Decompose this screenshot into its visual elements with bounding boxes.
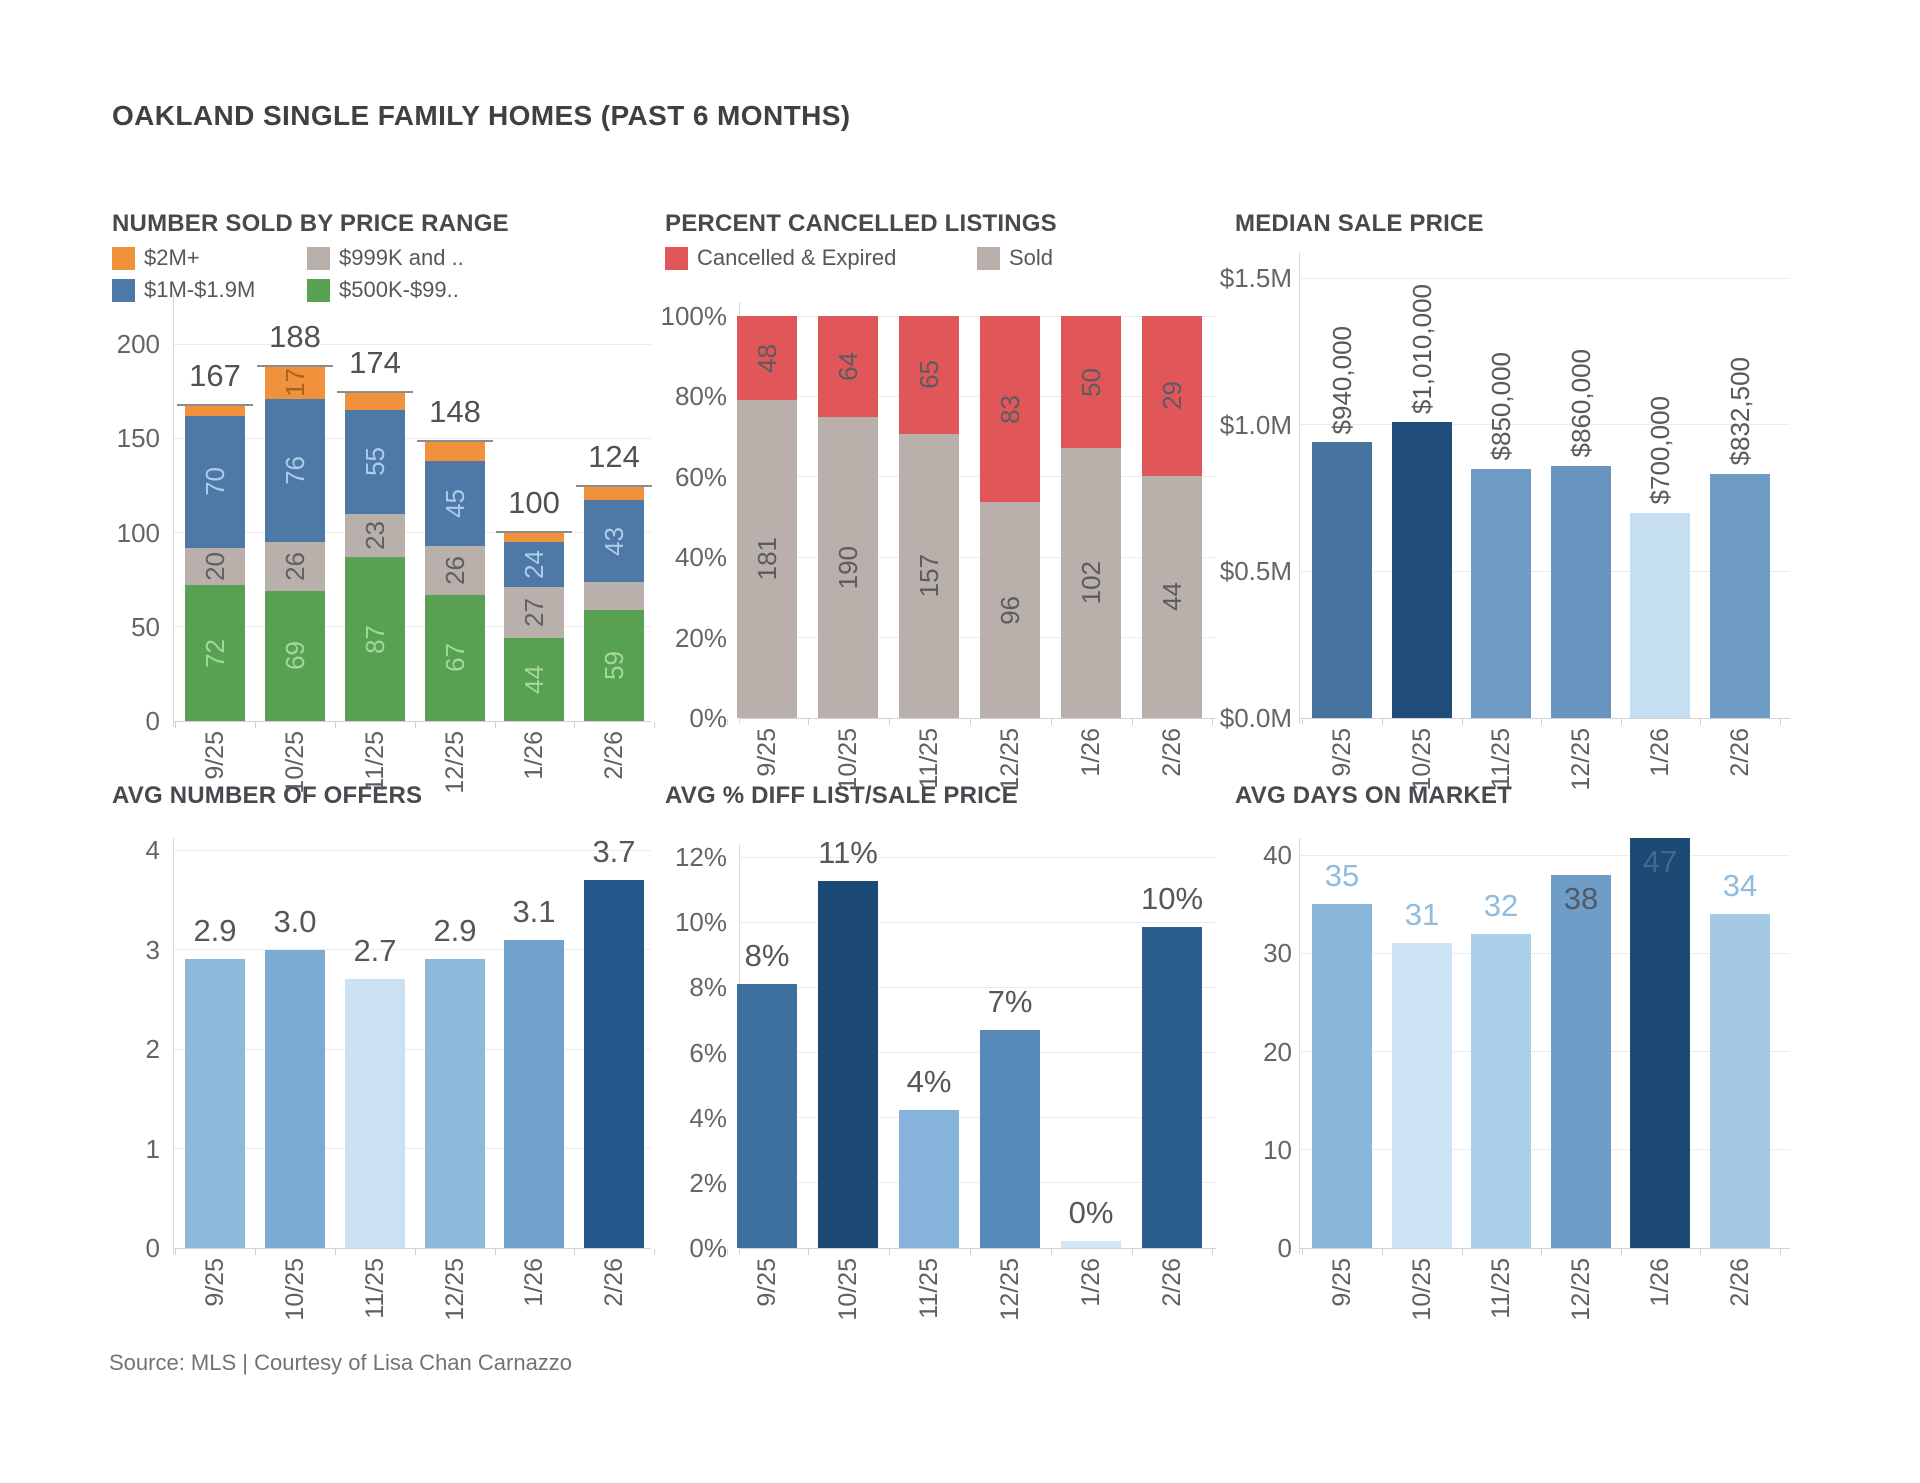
bar-segment-value: 26	[280, 551, 310, 581]
chart-title-avg-offers: AVG NUMBER OF OFFERS	[112, 782, 423, 809]
x-axis-label-text: 12/25	[1566, 728, 1595, 791]
x-axis-label	[1405, 1258, 1439, 1378]
y-axis-tick-label: 2	[145, 1034, 160, 1064]
y-axis-tick-label: 0	[145, 1233, 160, 1263]
y-axis-tick-label: 0%	[689, 703, 727, 733]
bar-value-label-text: $860,000	[1566, 349, 1596, 458]
x-axis-tick	[1700, 1249, 1701, 1255]
x-axis-label-text: 9/25	[752, 728, 781, 777]
bar-value-label: 34	[1722, 867, 1758, 903]
y-axis-tick-label: 1	[145, 1133, 160, 1164]
x-axis-label-text: 1/26	[1076, 1258, 1105, 1307]
total-label: 148	[429, 394, 481, 430]
chart-title-avg-days-on-market: AVG DAYS ON MARKET	[1235, 782, 1512, 809]
y-axis-tick-label: 60%	[674, 461, 727, 492]
bar-value-label: 2.7	[353, 933, 397, 969]
y-axis-tick-label: 20%	[674, 622, 727, 653]
x-axis-label-text: 1/26	[519, 731, 548, 780]
bar-segment-value: 72	[200, 638, 230, 668]
bar-value-label-text: $700,000	[1645, 396, 1675, 505]
chart-title-number-sold: NUMBER SOLD BY PRICE RANGE	[112, 210, 509, 237]
bar-value-label: 3.7	[592, 833, 636, 869]
bar-segment-value: 102	[1076, 561, 1106, 605]
x-axis-tick	[1621, 1249, 1622, 1255]
x-axis-label-text: 11/25	[914, 728, 943, 789]
y-axis-tick-label: $0.0M	[1219, 703, 1292, 733]
bar-value-label: 32	[1483, 887, 1519, 923]
bar-segment-value: 44	[519, 665, 549, 694]
bar-value-label: 3.0	[273, 903, 317, 939]
x-axis-label-text: 11/25	[360, 1258, 389, 1319]
x-axis-label-text: 1/26	[1645, 728, 1674, 777]
y-axis-tick-label: 40%	[674, 542, 727, 573]
bar-segment-value: 70	[200, 467, 230, 497]
bar-value-label: 0%	[1068, 1195, 1114, 1231]
page-title: OAKLAND SINGLE FAMILY HOMES (PAST 6 MONTHS)	[112, 100, 851, 131]
chart-title-avg-pct-diff: AVG % DIFF LIST/SALE PRICE	[665, 782, 1018, 809]
x-axis-label-text: 2/26	[1157, 728, 1186, 777]
y-axis-tick-label: 20	[1263, 1036, 1292, 1067]
bar-segment-value: 29	[1157, 381, 1187, 411]
x-axis-label-text: 2/26	[1725, 1258, 1754, 1307]
bar-segment-value: 59	[599, 650, 629, 680]
x-axis-label-text: 11/25	[360, 731, 389, 792]
x-axis-tick	[1541, 1249, 1542, 1255]
y-axis-tick-label: 40	[1263, 840, 1292, 870]
bar-value-label: 11%	[818, 835, 878, 871]
source-note: Source: MLS | Courtesy of Lisa Chan Carnazzo	[109, 1350, 573, 1375]
x-axis-tick	[1302, 1249, 1303, 1255]
y-axis-tick-label: 100%	[660, 301, 727, 331]
bar-segment-value: 48	[752, 343, 782, 373]
bar-segment-value: 43	[599, 526, 629, 556]
bar-value-label: 38	[1563, 880, 1599, 916]
y-axis-tick-label: 0	[145, 706, 160, 736]
bar-segment-value: 67	[440, 643, 470, 673]
bar-segment-value: 27	[519, 598, 549, 628]
x-axis-tick	[1780, 1249, 1781, 1255]
legend-label: $999K and ..	[339, 245, 464, 270]
bar-segment-value: 50	[1076, 367, 1106, 397]
x-axis-label-text: 2/26	[599, 731, 628, 780]
bar-segment-value: 190	[833, 545, 863, 590]
bar-value-label-text: $832,500	[1725, 357, 1755, 466]
bar-segment-value: 44	[1157, 582, 1187, 612]
y-axis-tick-label: 10%	[674, 907, 727, 938]
x-axis-label-text: 11/25	[1486, 728, 1515, 789]
x-axis-label-text: 2/26	[599, 1258, 628, 1307]
bar-segment-value: 26	[440, 555, 470, 585]
x-axis-label	[1325, 1258, 1359, 1378]
bar-segment-value: 157	[914, 554, 944, 598]
y-axis-tick-label: 8%	[689, 972, 727, 1003]
legend-label: Cancelled & Expired	[697, 245, 897, 270]
x-axis-label-text: 10/25	[280, 731, 309, 794]
x-axis-label-text: 1/26	[1645, 1258, 1674, 1307]
x-axis-tick	[1462, 1249, 1463, 1255]
x-axis-label	[1723, 1258, 1757, 1378]
total-label: 100	[508, 484, 560, 520]
y-axis-tick-label: 3	[145, 934, 160, 965]
y-axis-tick-label: $1.5M	[1219, 263, 1292, 293]
y-axis-tick-label: 80%	[674, 381, 727, 412]
x-axis-label-text: 2/26	[1725, 728, 1754, 777]
legend-label: Sold	[1009, 245, 1054, 270]
chart-title-median-sale-price: MEDIAN SALE PRICE	[1235, 210, 1484, 237]
y-axis-tick-label: 0	[1277, 1233, 1292, 1263]
x-axis-label-text: 9/25	[200, 731, 229, 780]
bar-segment-value: 83	[995, 394, 1025, 424]
x-axis-label-text: 12/25	[995, 728, 1024, 791]
x-axis-label-text: 12/25	[440, 731, 469, 794]
x-axis-label-text: 11/25	[1486, 1258, 1515, 1319]
bar-segment-value: 76	[280, 455, 310, 485]
bar-segment-value: 45	[440, 488, 470, 518]
y-axis-tick-label: 6%	[689, 1037, 727, 1068]
x-axis-label-text: 10/25	[833, 1258, 862, 1321]
bar-segment-value: 96	[995, 595, 1025, 625]
y-axis-tick-label: 100	[116, 517, 160, 548]
total-label: 167	[189, 358, 241, 394]
x-axis-label-text: 1/26	[519, 1258, 548, 1307]
bar-segment-value: 181	[752, 537, 782, 581]
y-axis-tick-label: $1.0M	[1219, 409, 1292, 440]
bar	[1710, 914, 1770, 1248]
x-axis-label-text: 12/25	[995, 1258, 1024, 1321]
bar-value-label: 10%	[1140, 881, 1204, 917]
y-axis-tick-label: 4%	[689, 1102, 727, 1133]
y-axis-tick-label: 30	[1263, 938, 1292, 969]
x-axis-label-text: 12/25	[1566, 1258, 1595, 1321]
bar-value-label: 4%	[906, 1063, 952, 1099]
x-axis-label-text: 1/26	[1076, 728, 1105, 777]
bar-value-label: 7%	[987, 983, 1033, 1019]
bar	[1312, 904, 1372, 1248]
bar-value-label: 3.1	[512, 893, 556, 929]
bar-value-label-text: $940,000	[1327, 325, 1357, 435]
bar-value-label: 47	[1642, 844, 1678, 879]
chart-title-percent-cancelled: PERCENT CANCELLED LISTINGS	[665, 210, 1057, 237]
bar-segment-value: 20	[200, 551, 230, 581]
bar	[1392, 943, 1452, 1248]
x-axis-label-text: 9/25	[752, 1258, 781, 1307]
bar-segment-value: 23	[360, 520, 390, 550]
total-label: 188	[269, 318, 321, 354]
x-axis-label	[1564, 1258, 1598, 1378]
y-axis-tick-label: 200	[116, 329, 160, 359]
bar-value-label-text: $850,000	[1486, 352, 1516, 461]
legend-label: $500K-$99..	[339, 277, 459, 302]
bar-segment-value: 69	[280, 641, 310, 671]
legend-label: $1M-$1.9M	[144, 277, 256, 302]
y-axis-tick-label: 2%	[689, 1167, 727, 1198]
x-axis-label-text: 10/25	[280, 1258, 309, 1321]
y-axis-tick-label: 50	[131, 611, 160, 642]
bar-value-label-text: $1,010,000	[1407, 283, 1437, 414]
x-axis-label-text: 12/25	[440, 1258, 469, 1321]
bar-value-label: 31	[1404, 897, 1440, 933]
total-label: 124	[588, 439, 640, 475]
bar-value-label: 2.9	[433, 913, 477, 949]
bar-segment-value: 17	[280, 368, 310, 398]
x-axis-label-text: 10/25	[1407, 1258, 1436, 1321]
x-axis-label-text: 10/25	[833, 728, 862, 791]
total-label: 174	[349, 345, 401, 380]
x-axis-label	[1484, 1258, 1518, 1378]
x-axis-label	[1643, 1258, 1677, 1378]
y-axis-tick-label: $0.5M	[1219, 556, 1292, 587]
y-axis-tick-label: 10	[1263, 1134, 1292, 1165]
x-axis-label-text: 9/25	[1327, 1258, 1356, 1307]
y-axis-line	[1299, 838, 1300, 1254]
legend-label: $2M+	[144, 245, 200, 270]
y-axis-tick-label: 0%	[689, 1233, 727, 1263]
bar-value-label: 2.9	[193, 913, 237, 949]
x-axis-label-text: 11/25	[914, 1258, 943, 1319]
x-axis-label-text: 9/25	[200, 1258, 229, 1307]
bar-segment-value: 64	[833, 352, 863, 382]
bar	[1471, 934, 1531, 1248]
bar-segment-value: 87	[360, 624, 390, 654]
x-axis-tick	[1382, 1249, 1383, 1255]
bar-value-label: 35	[1324, 858, 1360, 894]
bar-segment-value: 24	[519, 550, 549, 579]
x-axis-label-text: 10/25	[1407, 728, 1436, 791]
y-axis-tick-label: 150	[116, 423, 160, 454]
y-axis-tick-label: 4	[145, 835, 160, 865]
bar-value-label: 8%	[744, 938, 790, 974]
bar-segment-value: 65	[914, 360, 944, 390]
x-axis-label-text: 9/25	[1327, 728, 1356, 777]
x-axis-label-text: 2/26	[1157, 1258, 1186, 1307]
bar-segment-value: 55	[360, 447, 390, 477]
y-axis-tick-label: 12%	[674, 842, 727, 872]
bar	[1551, 875, 1611, 1248]
